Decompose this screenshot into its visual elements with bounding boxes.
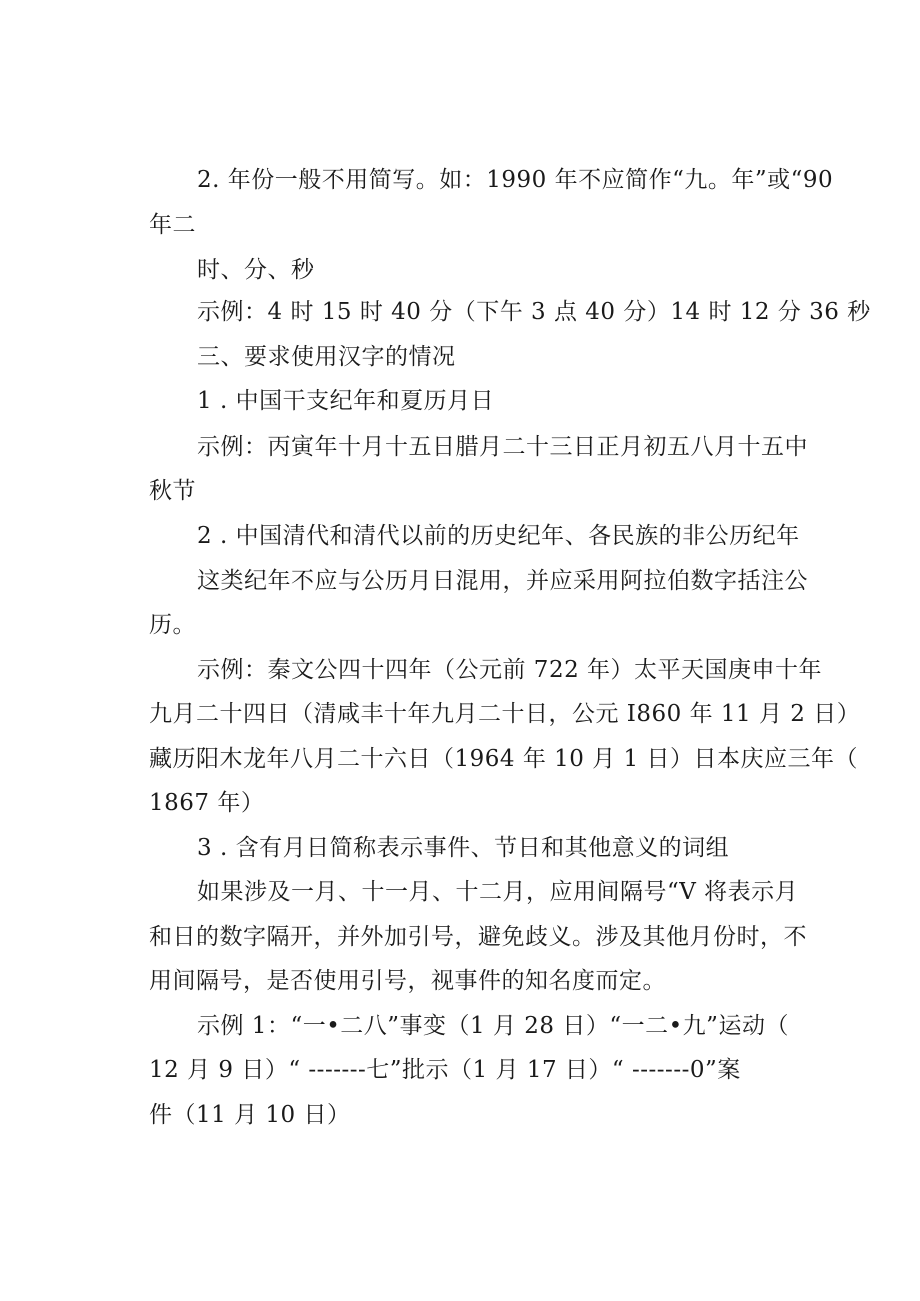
text-line-qing-example-4: 1867 年） xyxy=(149,790,265,816)
text-line-events-example-3: 件（11 月 10 日） xyxy=(149,1102,351,1128)
text-line-events-rule-3: 用间隔号，是否使用引号，视事件的知名度而定。 xyxy=(149,968,666,994)
text-line-events-example: 示例 1：“一•二八”事变（1 月 28 日）“一二•九”运动（ xyxy=(197,1013,789,1039)
subheading-events: 3 . 含有月日简称表示事件、节日和其他意义的词组 xyxy=(197,835,730,861)
text-line-qing-rule: 这类纪年不应与公历月日混用，并应采用阿拉伯数字括注公 xyxy=(197,568,808,594)
text-line-year-rule: 2. 年份一般不用简写。如：1990 年不应简作“九。年”或“90 xyxy=(197,167,834,193)
text-line-time-example: 示例：4 时 15 时 40 分（下午 3 点 40 分）14 时 12 分 36 秒 xyxy=(197,299,871,325)
text-line-qing-example-3: 藏历阳木龙年八月二十六日（1964 年 10 月 1 日）日本庆应三年（ xyxy=(149,746,858,772)
subheading-qing-dynasty: 2 . 中国清代和清代以前的历史纪年、各民族的非公历纪年 xyxy=(197,523,800,549)
text-line-ganzhi-example: 示例：丙寅年十月十五日腊月二十三日正月初五八月十五中 xyxy=(197,434,808,460)
text-line-events-example-2: 12 月 9 日）“ -------七”批示（1 月 17 日）“ -------0”案 xyxy=(149,1057,741,1083)
text-line-qing-example: 示例：秦文公四十四年（公元前 722 年）太平天国庚申十年 xyxy=(197,657,823,683)
text-line-qing-example-2: 九月二十四日（清咸丰十年九月二十日，公元 I860 年 11 月 2 日） xyxy=(149,701,861,727)
text-line-year-rule-cont: 年二 xyxy=(149,212,196,238)
text-line-ganzhi-example-cont: 秋节 xyxy=(149,478,196,504)
text-line-time-heading: 时、分、秒 xyxy=(197,257,315,283)
text-line-events-rule: 如果涉及一月、十一月、十二月，应用间隔号“V 将表示月 xyxy=(197,879,799,905)
subheading-ganzhi: 1 . 中国干支纪年和夏历月日 xyxy=(197,388,495,414)
text-line-events-rule-2: 和日的数字隔开，并外加引号，避免歧义。涉及其他月份时，不 xyxy=(149,924,807,950)
section-heading-chinese-chars: 三、要求使用汉字的情况 xyxy=(197,344,456,370)
text-line-qing-rule-cont: 历。 xyxy=(149,612,196,638)
